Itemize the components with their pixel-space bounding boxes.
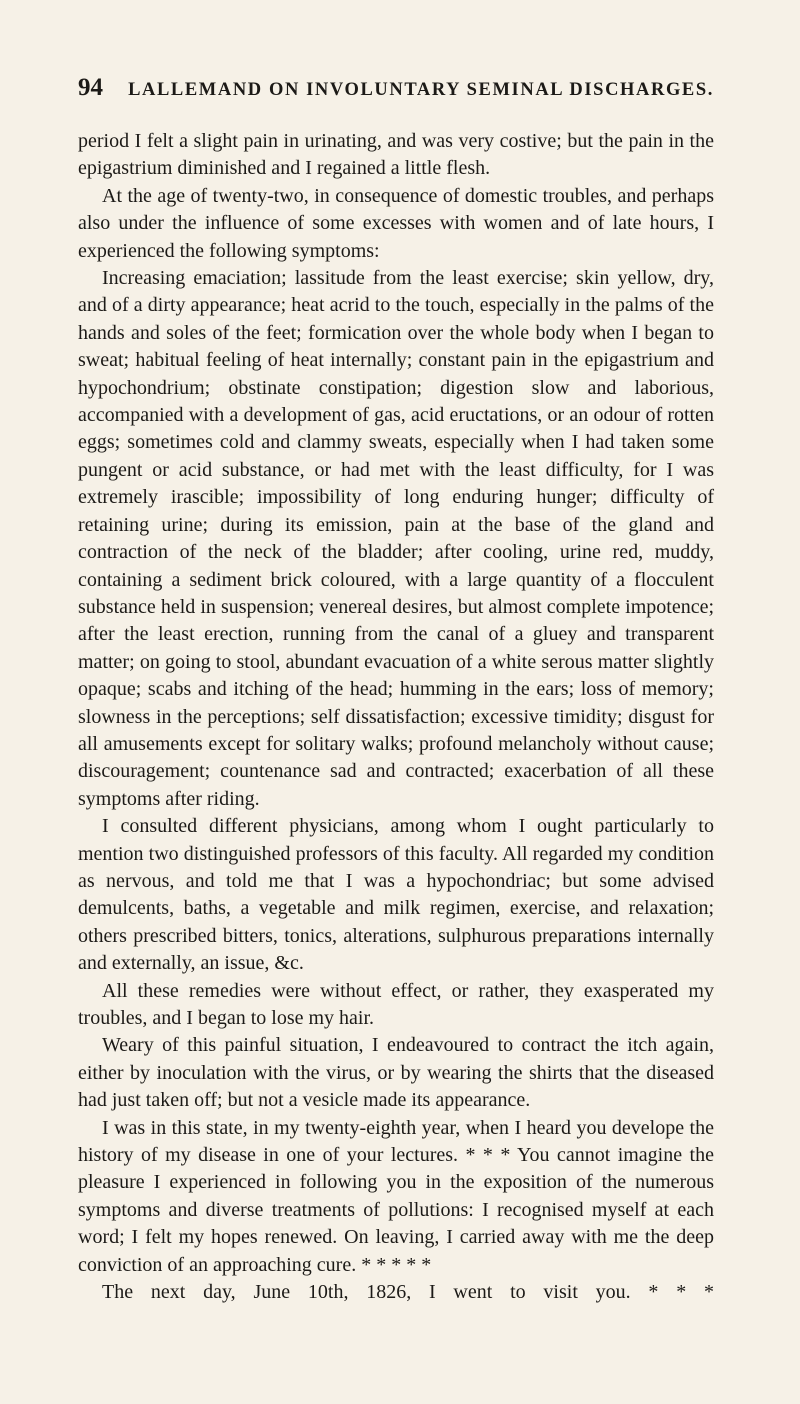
page-header xyxy=(78,74,714,102)
paragraph: Weary of this painful situation, I endeavoured to contract the itch again, either by inoculation with the virus, or by wearing the shirts that the diseased had just taken off; but not a vesicle made its appearance. xyxy=(78,1034,714,1112)
paragraph: Increasing emaciation; lassitude from the least exercise; skin yellow, dry, and of a dirty appearance; heat acrid to the touch, especially in the palms of the hands and soles of the feet; formication over the whole body when I began to sweat; habitual feeling of heat internally; constant pain in the epigastrium and hypochondrium; obstinate constipation; digestion slow and laborious, accompanied with a development of gas, acid eructations, or an odour of rotten eggs; sometimes cold and clammy sweats, especially when I had taken some pungent or acid substance, or had met with the least difficulty, for I was extremely irascible; impossibility of long enduring hunger; difficulty of retaining urine; during its emission, pain at the base of the gland and contraction of the neck of the bladder; after cooling, urine red, muddy, containing a sediment brick coloured, with a large quantity of a flocculent substance held in suspension; venereal desires, but almost complete impotence; after the least erection, running from the canal of a gluey and transparent matter; on going to stool, abundant evacuation of a white serous matter slightly opaque; scabs and itching of the head; humming in the ears; loss of memory; slowness in the perceptions; self dissatisfaction; excessive timidity; disgust for all amusements except for solitary walks; profound melancholy without cause; discouragement; countenance sad and contracted; exacerbation of all these symptoms after riding. xyxy=(78,267,714,810)
paragraph: At the age of twenty-two, in consequence of domestic troubles, and perhaps also under the influence of some excesses with women and of late hours, I experienced the following symptoms: xyxy=(78,184,714,262)
paragraph: I was in this state, in my twenty-eighth year, when I heard you develope the history of my disease in one of your lectures. * * * You cannot imagine the pleasure I experienced in following you in the exposition of the numerous symptoms and diverse treatments of pollutions: I recognised myself at each word; I felt my hopes renewed. On leaving, I carried away with me the deep conviction of an approaching cure. * * * * * xyxy=(78,1116,714,1276)
paragraph: The next day, June 10th, 1826, I went to visit you. * * * xyxy=(102,1281,714,1304)
paragraph: All these remedies were without effect, or rather, they exasperated my troubles, and I began to lose my hair. xyxy=(78,979,714,1029)
paragraph: I consulted different physicians, among whom I ought particularly to mention two distinguished professors of this faculty. All regarded my condition as nervous, and told me that I was a hypochondriac; but some advised demulcents, baths, a vegetable and milk regimen, exercise, and relaxation; others prescribed bitters, tonics, alterations, sulphurous preparations internally and externally, an issue, &c. xyxy=(78,815,714,975)
page-number: 94 xyxy=(78,74,103,101)
running-title: LALLEMAND ON INVOLUNTARY SEMINAL DISCHARGES. xyxy=(128,80,714,100)
body-text xyxy=(78,128,714,1306)
paragraph: period I felt a slight pain in urinating, and was very costive; but the pain in the epigastrium diminished and I regained a little flesh. xyxy=(78,130,714,180)
